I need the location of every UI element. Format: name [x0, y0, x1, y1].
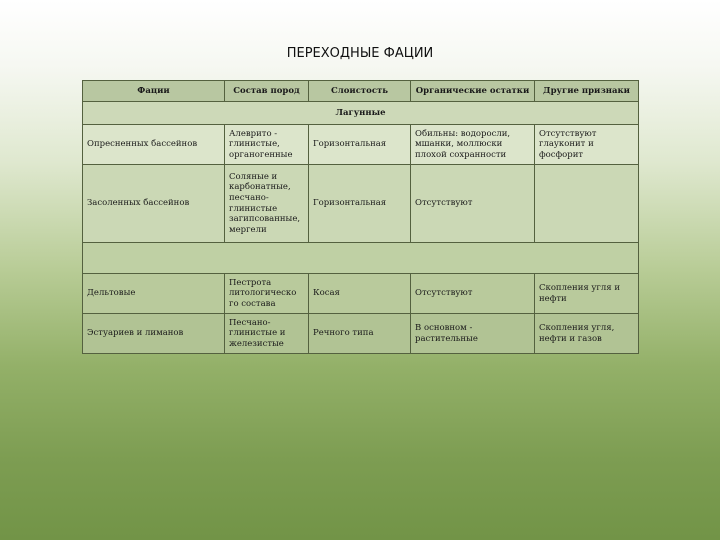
- composition-cell: Алеврито - глинистые, органогенные: [225, 125, 309, 165]
- organic-cell: В основном - растительные: [411, 314, 535, 354]
- composition-cell: Песчано-глинистые и железистые: [225, 314, 309, 354]
- facies-cell: Дельтовые: [83, 274, 225, 314]
- header-composition: Состав пород: [225, 81, 309, 102]
- header-organic: Органические остатки: [411, 81, 535, 102]
- organic-cell: Отсутствуют: [411, 274, 535, 314]
- blank-cell: [83, 243, 639, 274]
- header-row: [83, 81, 639, 102]
- other-cell: Скопления угля, нефти и газов: [535, 314, 639, 354]
- header-facies: Фации: [83, 81, 225, 102]
- table-row: [83, 165, 639, 243]
- other-cell: Отсутствуют глауконит и фосфорит: [535, 125, 639, 165]
- facies-cell: Засоленных бассейнов: [83, 165, 225, 243]
- composition-cell: Соляные и карбонатные, песчано-глинистые загипсованные, мергели: [225, 165, 309, 243]
- layering-cell: Горизонтальная: [309, 165, 411, 243]
- table-row: [83, 125, 639, 165]
- organic-cell: Обильны: водоросли, мшанки, моллюски плохой сохранности: [411, 125, 535, 165]
- header-layering: Слоистость: [309, 81, 411, 102]
- section-row: [83, 102, 639, 125]
- blank-row: [83, 243, 639, 274]
- header-other: Другие признаки: [535, 81, 639, 102]
- table-row: [83, 314, 639, 354]
- page-title: ПЕРЕХОДНЫЕ ФАЦИИ: [286, 46, 434, 61]
- organic-cell: Отсутствуют: [411, 165, 535, 243]
- other-cell: Скопления угля и нефти: [535, 274, 639, 314]
- composition-cell: Пестрота литологическо го состава: [225, 274, 309, 314]
- table-row: [83, 274, 639, 314]
- other-cell: [535, 165, 639, 243]
- facies-cell: Эстуариев и лиманов: [83, 314, 225, 354]
- facies-table: [82, 80, 639, 354]
- section-label: Лагунные: [83, 102, 639, 125]
- layering-cell: Горизонтальная: [309, 125, 411, 165]
- facies-cell: Опресненных бассейнов: [83, 125, 225, 165]
- layering-cell: Косая: [309, 274, 411, 314]
- layering-cell: Речного типа: [309, 314, 411, 354]
